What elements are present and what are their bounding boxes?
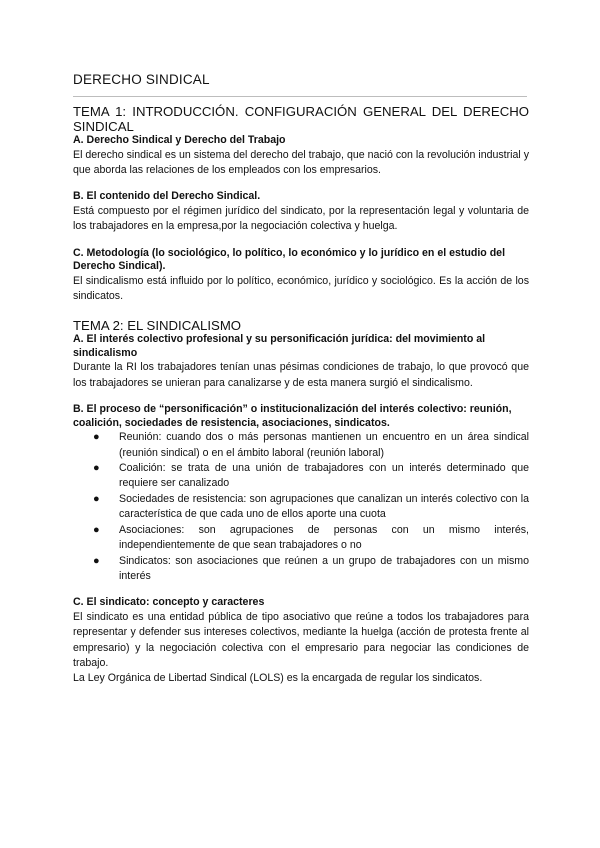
document-title: DERECHO SINDICAL — [73, 72, 210, 87]
tema2-b-heading: B. El proceso de “personificación” o institucionalización del interés colectivo: reunión, coalición, sociedades de resistencia, asociaciones, sindicatos. — [73, 403, 512, 429]
list-item: ● Sociedades de resistencia: son agrupaciones que canalizan un interés colectivo con la característica de que cada uno de ellos aporte una cuota — [93, 492, 529, 521]
tema2-a-heading: A. El interés colectivo profesional y su personificación jurídica: del movimiento al sindicalismo — [73, 333, 486, 359]
tema2-c-text: El sindicato es una entidad pública de tipo asociativo que reúne a todos los trabajadores para representar y defender sus intereses colectivos, mediante la huelga (acción de protesta frente al empresario) y la negociación colectiva con el empresario para negociar las condiciones de trabajo. — [73, 610, 529, 670]
tema2-c-text2: La Ley Orgánica de Libertad Sindical (LOLS) es la encargada de regular los sindicatos. — [73, 672, 483, 685]
document-body — [73, 104, 529, 687]
tema1-c-text: El sindicalismo está influido por lo político, económico, jurídico y sociológico. Es la acción de los sindicatos. — [73, 274, 529, 303]
tema2-b-bullet-list — [73, 430, 529, 584]
list-item: ● Asociaciones: son agrupaciones de personas con un mismo interés, independientemente de que sean trabajadores o no — [93, 523, 529, 552]
tema1-title: TEMA 1: INTRODUCCIÓN. CONFIGURACIÓN GENERAL DEL DERECHO SINDICAL — [73, 104, 529, 134]
tema1-b-heading: B. El contenido del Derecho Sindical. — [73, 190, 261, 203]
tema1-a-text: El derecho sindical es un sistema del derecho del trabajo, que nació con la revolución industrial y que aborda las relaciones de los empleados con los empresarios. — [73, 148, 529, 176]
list-item: ● Reunión: cuando dos o más personas mantienen un encuentro en un área sindical (reunión sindical) o en el ámbito laboral (reunión laboral) — [93, 431, 529, 459]
tema2-title: TEMA 2: EL SINDICALISMO — [73, 318, 242, 334]
bullet-icon: ● — [93, 554, 100, 567]
tema1-b-text: Está compuesto por el régimen jurídico del sindicato, por la representación legal y voluntaria de los trabajadores en la empresa,por la negociación colectiva y huelga. — [73, 204, 529, 233]
bullet-icon: ● — [93, 492, 100, 505]
title-divider — [73, 96, 527, 97]
list-item: ● Coalición: se trata de una unión de trabajadores con un interés determinado que requiere ser canalizado — [93, 462, 529, 490]
tema2-c-heading: C. El sindicato: concepto y caracteres — [73, 596, 265, 609]
list-item: ● Sindicatos: son asociaciones que reúnen a un grupo de trabajadores con un mismo interés — [93, 554, 529, 582]
bullet-icon: ● — [93, 462, 100, 475]
tema1-a-heading: A. Derecho Sindical y Derecho del Trabajo — [73, 134, 286, 146]
bullet-icon: ● — [93, 431, 100, 444]
bullet-icon: ● — [93, 523, 100, 536]
tema1-c-heading: C. Metodología (lo sociológico, lo político, lo económico y lo jurídico en el estudio del Derecho Sindical). — [73, 246, 506, 273]
tema2-a-text: Durante la RI los trabajadores tenían unas pésimas condiciones de trabajo, lo que provocó que los trabajadores se unieran para canalizarse y de esta manera surgió el sindicalismo. — [73, 361, 529, 389]
